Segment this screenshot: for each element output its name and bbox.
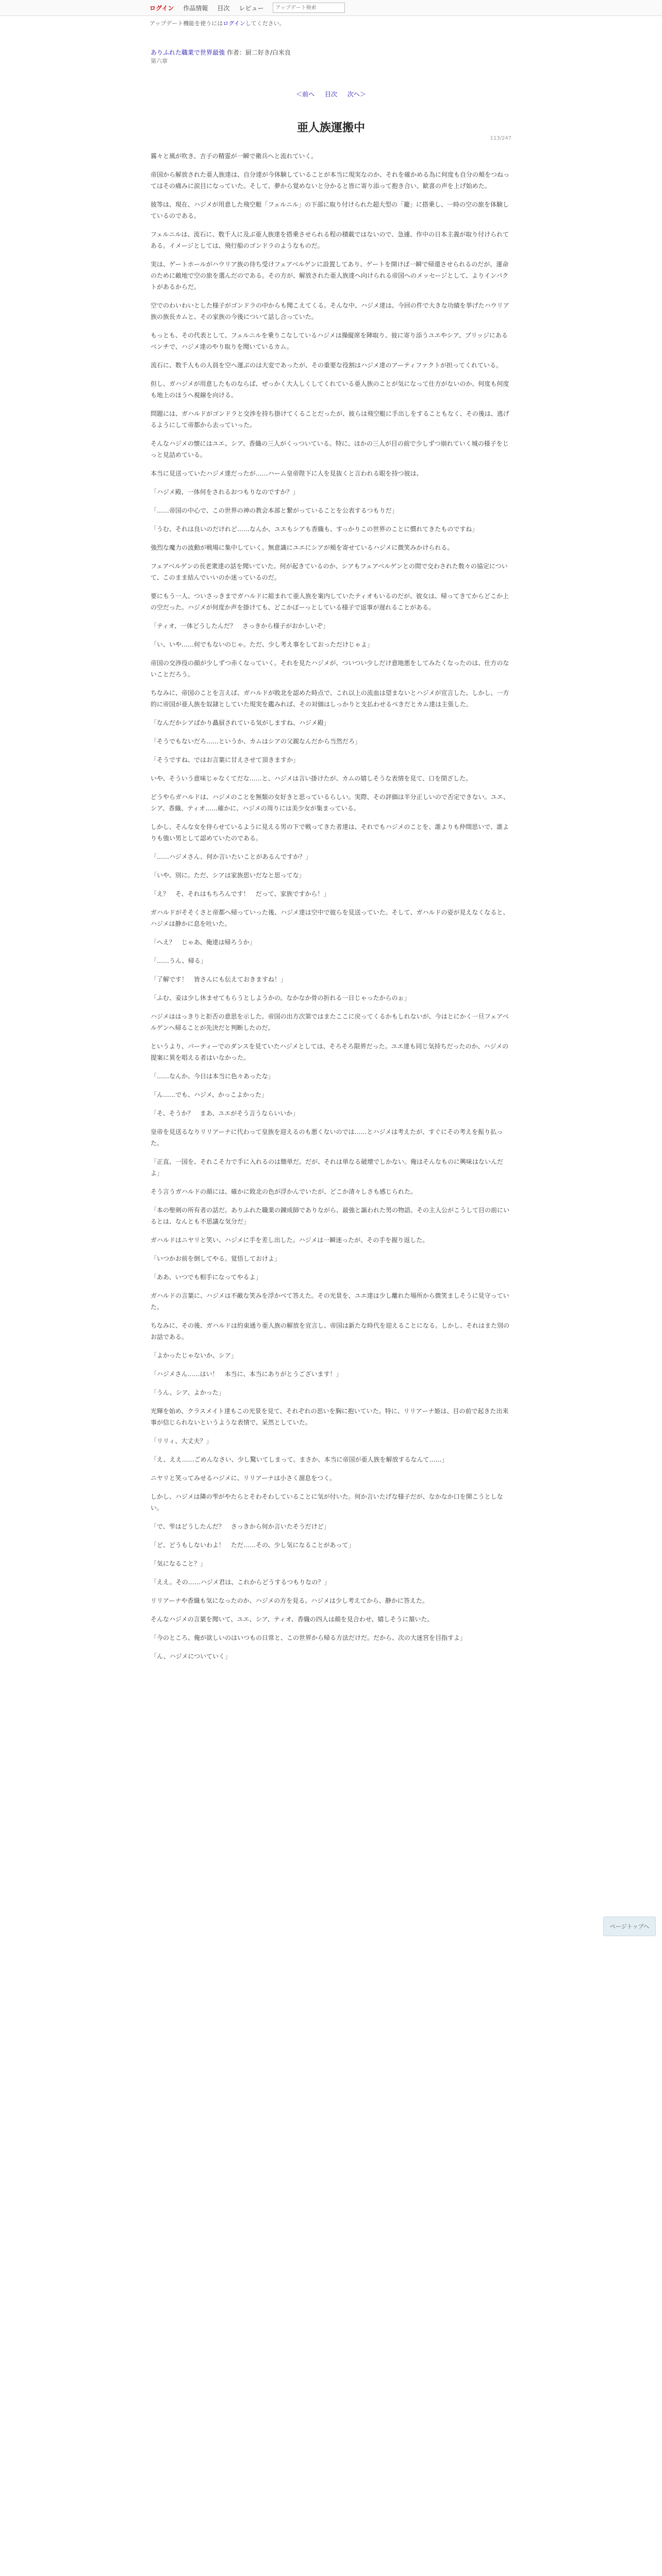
top-bar	[0, 0, 662, 16]
paragraph: 「ハジメ殿、一体何をされるおつもりなのですか？」	[151, 488, 299, 496]
paragraph: 「いや、別に。ただ、シアは家族思いだなと思ってな」	[151, 871, 305, 879]
paragraph: 「うむ、それは良いのだけれど……なんか、ユエもシアも香織も、すっかりこの世界のことに慣れてきたものですね」	[151, 525, 478, 533]
paragraph: 「リリィ、大丈夫？」	[151, 1437, 212, 1445]
paragraph: 霧々と風が吹き、吉子の精霊が一瞬で衛兵へと流れていく。	[151, 152, 318, 160]
paragraph: ガハルドの言葉に、ハジメは不敵な笑みを浮かべて答えた。その光景を、ユエ達は少し離れた場所から微笑ましそうに見守っていた。	[151, 1292, 509, 1311]
search-input[interactable]	[273, 3, 345, 13]
paragraph: 光輝を始め、クラスメイト達もこの光景を見て、それぞれの思いを胸に抱いていた。特に、リリアーナ姫は、目の前で起きた出来事が信じられないというような表情で、呆然としていた。	[151, 1407, 509, 1426]
paragraph: 「ん……でも、ハジメ、かっこよかった」	[151, 1091, 268, 1098]
paragraph: 「そうでもないだろ……というか、カムはシアの父親なんだから当然だろ」	[151, 737, 361, 745]
paragraph: 但し、ガハジメが用意したものならば、ぜっかく大人しくしてくれている亜人族のことが気になって仕方がないのか、何度も何度も地上のほうへ視線を向ける。	[151, 380, 509, 399]
paragraph: 「ええ。その……ハジメ君は、これからどうするつもりなの？」	[151, 1578, 330, 1586]
novel-body	[151, 150, 511, 1662]
paragraph: 「本の聖剣の所有者の話だ。ありふれた職業の錬成師でありながら、最強と謳われた男の物語。その主人公がこうして目の前にいるとは、なんとも不思議な気分だ」	[151, 1206, 510, 1225]
author-name: 作者：厨二好き/白米良	[226, 49, 291, 56]
paragraph: 「ああ、いつでも相手になってやるよ」	[151, 1273, 262, 1281]
paragraph: 「ティオ、一体どうしたんだ？ さっきから様子がおかしいぞ」	[151, 622, 329, 630]
next-link[interactable]: 次へ＞	[347, 90, 366, 98]
paragraph: 「なんだかシアばかり贔屓されている気がしますね、ハジメ殿」	[151, 719, 330, 726]
paragraph: 「え？ そ、それはもちろんです！ だって、家族ですから！」	[151, 890, 330, 897]
paragraph: 「い、いや……何でもないのじゃ。ただ、少し考え事をしておっただけじゃよ」	[151, 640, 374, 648]
notice-prefix: アップデート機能を使うには	[150, 20, 223, 27]
paragraph: 「ん、ハジメについていく」	[151, 1652, 231, 1660]
notice-login-link[interactable]: ログイン	[223, 20, 245, 27]
paragraph: 本当に見送っていたハジメ達だったが……ハーム皇帝陛下に人を見抜くと言われる眼を持つ彼は、	[151, 469, 423, 477]
paragraph: ちなみに、帝国のことを言えば、ガハルドが敗北を認めた時点で、これ以上の流血は望まないとハジメが宣言した。しかし、一方的に帝国が亜人族を奴隷としていた現実を鑑みれば、その対価はしっかりと支払わせるべきだとカム達は主張した。	[151, 689, 509, 708]
update-notice	[150, 19, 662, 27]
content-container	[151, 48, 511, 1662]
paragraph: フェアベルゲンの長老衆達の話を聞いていた。何が起きているのか、シアもフェアベルゲンとの間で交わされた数々の協定について、このまま結んでいいのか迷っているのだ。	[151, 562, 508, 581]
nav-link-info[interactable]: 作品情報	[183, 4, 208, 12]
notice-suffix: してください。	[245, 20, 285, 27]
paragraph: 「……うん、帰る」	[151, 957, 207, 964]
page-counter: 113/247	[490, 135, 511, 141]
paragraph: 流石に、数千人もの人員を空へ運ぶのは大変であったが、その重要な役割はハジメ達のアーティファクトが担ってくれている。	[151, 361, 502, 369]
toc-link[interactable]: 目次	[324, 90, 337, 98]
paragraph: 「……なんか、今日は本当に色々あったな」	[151, 1072, 274, 1080]
paragraph: 「……帝国の中心で、この世界の神の教会本部と繋がっていることを公表するつもりだ」	[151, 506, 398, 514]
nav-link-toc[interactable]: 目次	[217, 4, 230, 12]
paragraph: 「ふむ、妾は少し休ませてもらうとしようかの。なかなか骨の折れる一日じゃったからのぉ」	[151, 994, 410, 1002]
paragraph: リリアーナや香織も気になったのか、ハジメの方を見る。ハジメは少し考えてから、静かに答えた。	[151, 1597, 428, 1604]
paragraph: 「気になること？」	[151, 1560, 207, 1567]
login-link[interactable]: ログイン	[150, 4, 174, 12]
paragraph: 強烈な魔力の波動が戦場に集中していく。無意識にユエにシアが頬を寄せているハジメに微笑みかけられる。	[151, 544, 454, 551]
paragraph: 帝国の交渉役の顔が少しずつ赤くなっていく。それを見たハジメが、ついつい少しだけ意地悪をしてみたくなったのは、仕方のないことだろう。	[151, 659, 509, 678]
paragraph: 「で、雫はどうしたんだ？ さっきから何か言いたそうだけど」	[151, 1522, 330, 1530]
series-header	[151, 48, 511, 66]
nav-link-review[interactable]: レビュー	[239, 4, 264, 12]
chapter-number: 第六章	[151, 58, 168, 64]
paragraph: 「いつかお前を倒してやる。覚悟しておけよ」	[151, 1255, 281, 1262]
paragraph: 「そ、そうか？ まあ、ユエがそう言うならいいか」	[151, 1109, 299, 1117]
paragraph: 「正直、一国を、それこそ力で手に入れるのは簡単だ。だが、それは単なる破壊でしかない。俺はそんなものに興味はないんだよ」	[151, 1158, 504, 1177]
paragraph: ガハルドがそそくさと帝都へ帰っていった後、ハジメ達は空中で彼らを見送っていた。そして、ガハルドの姿が見えなくなると、ハジメは静かに息を吐いた。	[151, 908, 509, 927]
paragraph: そんなハジメの懐にはユエ、シア、香織の三人がくっついている。特に、ほかの三人が目の前で少しずつ崩れていく城の様子をじっと見詰めている。	[151, 439, 509, 459]
paragraph: ガハルドはニヤリと笑い、ハジメに手を差し出した。ハジメは一瞬迷ったが、その手を握り返した。	[151, 1236, 429, 1244]
paragraph: というより、パーティーでのダンスを見ていたハジメとしては、そろそろ限界だった。ユエ達も同じ気持ちだったのか、ハジメの提案に異を唱える者はいなかった。	[151, 1042, 509, 1061]
paragraph: そんなハジメの言葉を聞いて、ユエ、シア、ティオ、香織の四人は顔を見合わせ、嬉しそうに頷いた。	[151, 1615, 434, 1623]
prev-link[interactable]: ＜前へ	[296, 90, 315, 98]
paragraph: 「ど、どうもしないわよ！ ただ……その、少し気になることがあって」	[151, 1541, 355, 1549]
paragraph: フェルニルは、流石に、数千人に及ぶ亜人族達を搭乗させられる程の積載ではないので、急遽、作中の日本主義が取り付けられてある。イメージとしては、飛行船のゴンドラのようなものだ。	[151, 230, 509, 249]
series-title-link[interactable]: ありふれた職業で世界最強	[151, 49, 225, 56]
paragraph: 「了解です！ 皆さんにも伝えておきますね！」	[151, 975, 287, 983]
paragraph: 彼等は、現在、ハジメが用意した飛空艇「フェルニル」の下部に取り付けられた超大型の「籠」に搭乗し、一時の空の旅を体験しているのである。	[151, 200, 509, 219]
paragraph: 「そうですね、ではお言葉に甘えさせて頂きますか」	[151, 756, 300, 764]
paragraph: 皇帝を見送るなりリリアーナに代わって皇族を迎えるのも悪くないのでは……とハジメは考えたが、すぐにその考えを振り払った。	[151, 1128, 503, 1147]
paragraph: いや、そういう意味じゃなくてだな……と、ハジメは言い掛けたが、カムの嬉しそうな表情を見て、口を閉ざした。	[151, 774, 472, 782]
paragraph: 要にもう一人、ついさっきまでガハルドに組まれて亜人族を案内していたティオもいるのだが、彼女は、帰ってきてからどこか上の空だった。ハジメが何度か声を掛けても、どこかぼーっとしている様子で返事が遅れることがある。	[151, 592, 509, 611]
paragraph: どうやらガハルドは、ハジメのことを無類の女好きと思っているらしい。実際、その評価は半分正しいので否定できない。ユエ、シア、香織、ティオ……確かに、ハジメの周りには美少女が集まっている。	[151, 793, 510, 812]
paragraph: もっとも、その代表として、フェルニルを乗りこなしているハジメは操縦席を陣取り、彼に寄り添うユエやシア、ブリッジにあるベンチで、ハジメ達のやり取りを聞いているカム。	[151, 331, 508, 350]
chapter-nav	[151, 90, 511, 98]
paragraph: 「え、ええ……ごめんなさい、少し驚いてしまって。まさか、本当に帝国が亜人族を解放するなんて……」	[151, 1455, 448, 1463]
paragraph: そう言うガハルドの顔には、確かに敗北の色が浮かんでいたが、どこか清々しさも感じられた。	[151, 1188, 417, 1195]
paragraph: 「へえ？ じゃあ、俺達は帰ろうか」	[151, 938, 256, 946]
paragraph: 帝国から解放された亜人族達は、自分達が今体験していることが本当に現実なのか、それを確かめる為に何度も自分の頬をつねってはその痛みに涙目になっていた。そして、夢から覚めないと分かると皆に寄り添って抱き合い、歓喜の声を上げ始めた。	[151, 171, 510, 190]
paragraph: 空でのわいわいとした様子がゴンドラの中からも聞こえてくる。そんな中、ハジメ達は、今回の件で大きな功績を挙げたハウリア族の族長カムと、その家族の今後について話し合っていた。	[151, 301, 509, 320]
paragraph: ちなみに、その後、ガハルドは約束通り亜人族の解放を宣言し、帝国は新たな時代を迎えることになる。しかし、それはまた別のお話である。	[151, 1321, 510, 1341]
paragraph: 「うん、シア、よかった」	[151, 1388, 225, 1396]
paragraph: しかし、ハジメは隣の雫がやたらとそわそわしていることに気が付いた。何か言いたげな様子だが、なかなか口を開こうとしない。	[151, 1493, 503, 1512]
paragraph: しかし、そんな女を侍らせているように見える男の下で戦ってきた者達は、それでもハジメのことを、誰よりも仲間思いで、誰よりも強い男として認めていたのである。	[151, 823, 509, 842]
paragraph: 「今のところ、俺が欲しいのはいつもの日常と、この世界から帰る方法だけだ。だから、次の大迷宮を目指すよ」	[151, 1634, 467, 1641]
paragraph: 「ハジメさん……はい！ 本当に、本当にありがとうございます！」	[151, 1370, 342, 1378]
paragraph: 「……ハジメさん、何か言いたいことがあるんですか？」	[151, 853, 312, 860]
paragraph: ハジメははっきりと拒否の意思を示した。帝国の出方次第ではまたここに戻ってくるかもしれないが、今はとにかく一旦フェアベルゲンへ帰ることが先決だと判断したのだ。	[151, 1012, 509, 1031]
paragraph: 実は、ゲートホールがハウリア族の待ち受けフェアベルゲンに設置してあり、ゲートを開けば一瞬で帰還させられるのだが、運命のために敵地で空の旅を選んだのである。その方が、解放された亜人族達へ向けられる帝国へのメッセージとして、よりインパクトがあるからだ。	[151, 260, 509, 291]
page-top-button[interactable]: ページトップへ	[603, 1917, 656, 1936]
chapter-title: 亜人族運搬中	[296, 121, 365, 134]
paragraph: 問題には、ガハルドがゴンドラと交渉を持ち掛けてくることだったが、彼らは飛空艇に手出しをすることもなく、その後は、逃げるようにして帝都から去っていった。	[151, 410, 509, 429]
paragraph: 「よかったじゃないか、シア」	[151, 1351, 238, 1359]
paragraph: ニヤリと笑ってみせるハジメに、リリアーナは小さく溜息をつく。	[151, 1474, 336, 1482]
